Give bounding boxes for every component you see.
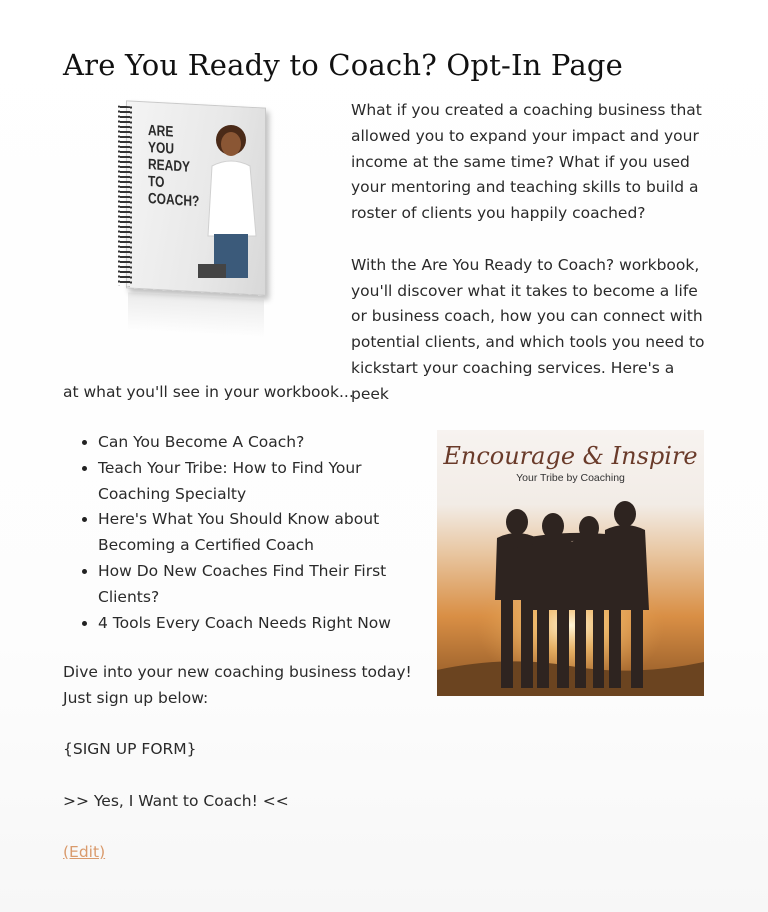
list-item: • 4 Tools Every Coach Needs Right Now — [98, 611, 418, 637]
intro-paragraph: With the Are You Ready to Coach? workbook, you'll discover what it takes to become a life or business coach, how you can connect with potential clients, and which tools you need to kickstart your coaching services. Here's a peek — [351, 255, 705, 403]
coach-woman-illustration — [198, 116, 264, 286]
list-item: • Teach Your Tribe: How to Find Your Coaching Specialty — [98, 456, 418, 508]
sign-up-form-placeholder: {SIGN UP FORM} — [63, 740, 197, 758]
workbook-title-line: COACH? — [148, 190, 200, 211]
edit-link[interactable]: (Edit) — [63, 843, 106, 861]
workbook-title-line: ARE — [148, 122, 174, 141]
workbook-title-line: YOU — [148, 139, 175, 158]
list-item: • Here's What You Should Know about Becoming a Certified Coach — [98, 507, 418, 559]
workbook-cover-image — [108, 100, 278, 340]
workbook-title-line: READY — [148, 156, 191, 176]
intro-paragraph-end: at what you'll see in your workbook... — [63, 383, 354, 401]
cta-text: Dive into your new coaching business today! Just sign up below: — [63, 663, 412, 707]
inspire-image-subtitle: Your Tribe by Coaching — [516, 472, 625, 484]
inspire-image-title: Encourage & Inspire — [443, 442, 698, 470]
workbook-reflection — [128, 292, 264, 337]
page-title: Are You Ready to Coach? Opt-In Page — [63, 48, 623, 82]
spiral-binding — [118, 106, 132, 287]
list-item: • Can You Become A Coach? — [98, 430, 418, 456]
workbook-title-line: TO — [148, 173, 165, 192]
intro-paragraph: What if you created a coaching business that allowed you to expand your impact and your income at the same time? What if you used your mentoring and teaching skills to build a roster of clients you happily coached? — [351, 101, 702, 223]
list-item: • How Do New Coaches Find Their First Clients? — [98, 559, 418, 611]
feature-list — [80, 430, 418, 636]
workbook-cover-title — [148, 122, 199, 210]
encourage-inspire-image — [437, 430, 704, 696]
intro-text — [351, 98, 711, 408]
want-to-coach-line: >> Yes, I Want to Coach! << — [63, 792, 289, 810]
